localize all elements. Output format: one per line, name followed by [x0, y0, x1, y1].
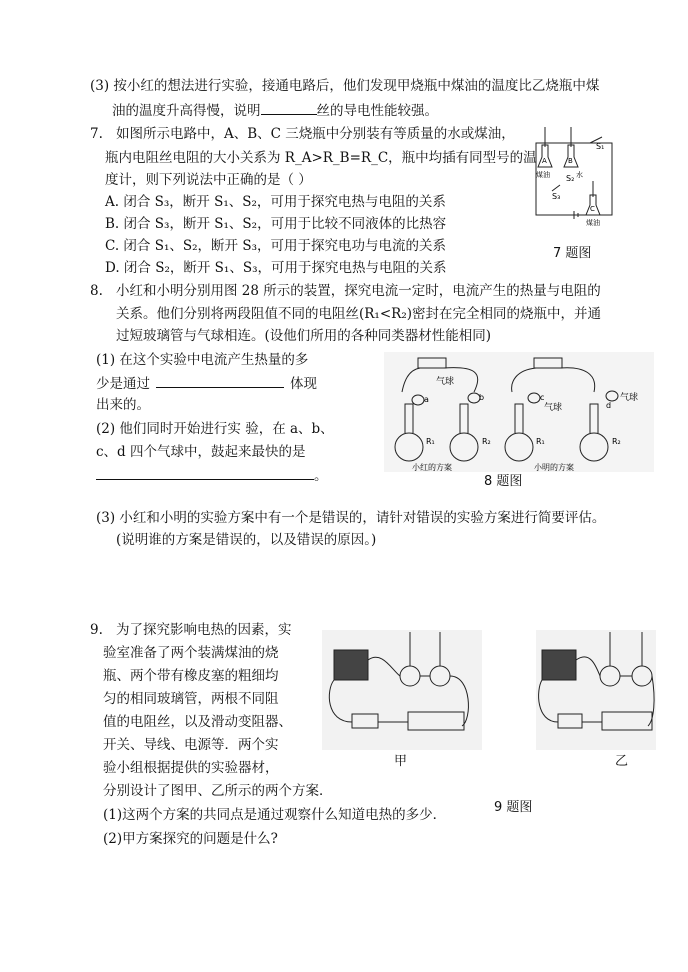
q3-line-2a: 油的温度升高得慢，说明: [112, 103, 261, 119]
q9-line-2: 验室准备了两个装满煤油的烧: [103, 645, 279, 661]
q7-fig-label-s1: S₁: [596, 142, 605, 151]
q7-circuit-figure: [530, 125, 620, 235]
q8-fig-r1-right: R₁: [536, 437, 545, 446]
q8-part1-line2c: 体现: [290, 376, 317, 392]
q3-answer-blank[interactable]: [261, 100, 317, 115]
q7-fig-label-water: 水: [576, 171, 583, 179]
q7-fig-label-a: A: [542, 157, 547, 165]
q7-fig-label-c: C: [590, 205, 595, 213]
q8-line-3: 过短玻璃管与气球相连。(设他们所用的各种同类器材性能相同): [116, 328, 492, 344]
q8-line-2: 关系。他们分别将两段阻值不同的电阻丝(R₁<R₂)密封在完全相同的烧瓶中，并通: [116, 306, 601, 322]
q8-figure-caption: 8 题图: [484, 474, 523, 489]
q8-fig-balloon-label-1: 气球: [436, 377, 455, 387]
q8-part2-line2: c、d 四个气球中，鼓起来最快的是: [96, 444, 306, 460]
q8-part3-line1: (3) 小红和小明的实验方案中有一个是错误的，请针对错误的实验方案进行简要评估。: [96, 510, 606, 526]
q8-fig-label-d: d: [606, 401, 612, 410]
q3-line-1: (3) 按小红的想法进行实验，接通电路后，他们发现甲烧瓶中煤油的温度比乙烧瓶中煤: [90, 78, 600, 94]
q7-fig-label-s2: S₂: [566, 174, 575, 183]
q9-number: 9.: [90, 622, 103, 638]
q9-part2: (2)甲方案探究的问题是什么?: [103, 831, 278, 847]
q8-part2-answer-blank[interactable]: [96, 465, 314, 480]
q9-part1: (1)这两个方案的共同点是通过观察什么知道电热的多少．: [103, 807, 447, 823]
q8-part2-end: 。: [314, 468, 328, 484]
q8-part1-line2: [96, 373, 317, 394]
q9-label-yi: 乙: [615, 754, 629, 769]
q7-fig-label-kerosene-c: 煤油: [586, 219, 600, 227]
q8-number: 8.: [90, 283, 103, 299]
q8-part1-line3: 出来的。: [96, 397, 150, 413]
q8-part2-line3: [96, 465, 328, 486]
q7-fig-label-b: B: [568, 157, 573, 165]
q8-part3-line2: (说明谁的方案是错误的，以及错误的原因。): [116, 532, 377, 548]
q8-fig-balloon-label-2: 气球: [544, 403, 563, 413]
q9-line-4: 匀的相同玻璃管，两根不同阻: [103, 691, 279, 707]
q8-fig-xiaoming-label: 小明的方案: [534, 463, 574, 472]
q8-part1-answer-blank[interactable]: [156, 373, 284, 388]
q8-fig-label-a: a: [424, 395, 429, 404]
q7-option-b: B. 闭合 S₃，断开 S₁、S₂，可用于比较不同液体的比热容: [105, 216, 447, 232]
q7-figure-caption: 7 题图: [553, 246, 592, 261]
q9-label-jia: 甲: [394, 754, 408, 769]
q8-part2-line1: (2) 他们同时开始进行实 验，在 a、b、: [96, 421, 334, 437]
q9-line-7: 验小组根据提供的实验器材，: [103, 760, 279, 776]
q9-line-3: 瓶、两个带有橡皮塞的粗细均: [103, 668, 279, 684]
q7-option-a: A. 闭合 S₃，断开 S₁、S₂，可用于探究电热与电阻的关系: [105, 194, 446, 210]
q8-line-1: 小红和小明分别用图 28 所示的装置，探究电流一定时，电流产生的热量与电阻的: [116, 283, 601, 299]
q9-figure-jia: [322, 630, 482, 750]
q8-fig-xiaohong-label: 小红的方案: [412, 463, 452, 472]
q7-line-1: 如图所示电路中，A、B、C 三烧瓶中分别装有等质量的水或煤油，: [116, 126, 515, 142]
q9-line-6: 开关、导线、电源等．两个实: [103, 737, 279, 753]
q8-fig-balloon-label-3: 气球: [620, 393, 639, 403]
q9-line-1: 为了探究影响电热的因素，实: [116, 622, 292, 638]
q9-line-5: 值的电阻丝，以及滑动变阻器、: [103, 714, 292, 730]
q7-line-3: 度计，则下列说法中正确的是（ ）: [105, 172, 312, 188]
q9-line-8: 分别设计了图甲、乙所示的两个方案．: [103, 783, 333, 799]
q8-part1-line2a: 少是通过: [96, 376, 150, 392]
q9-figure-yi: [536, 630, 656, 750]
q7-fig-label-kerosene-a: 煤油: [536, 171, 550, 179]
q8-fig-r2-right: R₂: [612, 437, 621, 446]
q8-fig-label-b: b: [479, 393, 485, 402]
q3-line-2b: 丝的导电性能较强。: [316, 103, 438, 119]
q8-apparatus-figure: [384, 352, 654, 472]
q8-fig-label-c: c: [540, 393, 545, 402]
q3-line-2: [112, 100, 438, 121]
q7-line-2: 瓶内电阻丝电阻的大小关系为 R_A>R_B=R_C，瓶中均插有同型号的温: [105, 150, 537, 166]
q7-option-d: D. 闭合 S₂，断开 S₁、S₃，可用于探究电热与电阻的关系: [105, 260, 447, 276]
q7-fig-label-s3: S₃: [552, 192, 561, 201]
q8-fig-r1-left: R₁: [426, 437, 435, 446]
q9-figure-caption: 9 题图: [494, 800, 533, 815]
q7-option-c: C. 闭合 S₁、S₂，断开 S₃，可用于探究电功与电流的关系: [105, 238, 446, 254]
q8-fig-r2-left: R₂: [482, 437, 491, 446]
q7-number: 7.: [90, 126, 103, 142]
q8-part1-line1: (1) 在这个实验中电流产生热量的多: [96, 352, 309, 368]
